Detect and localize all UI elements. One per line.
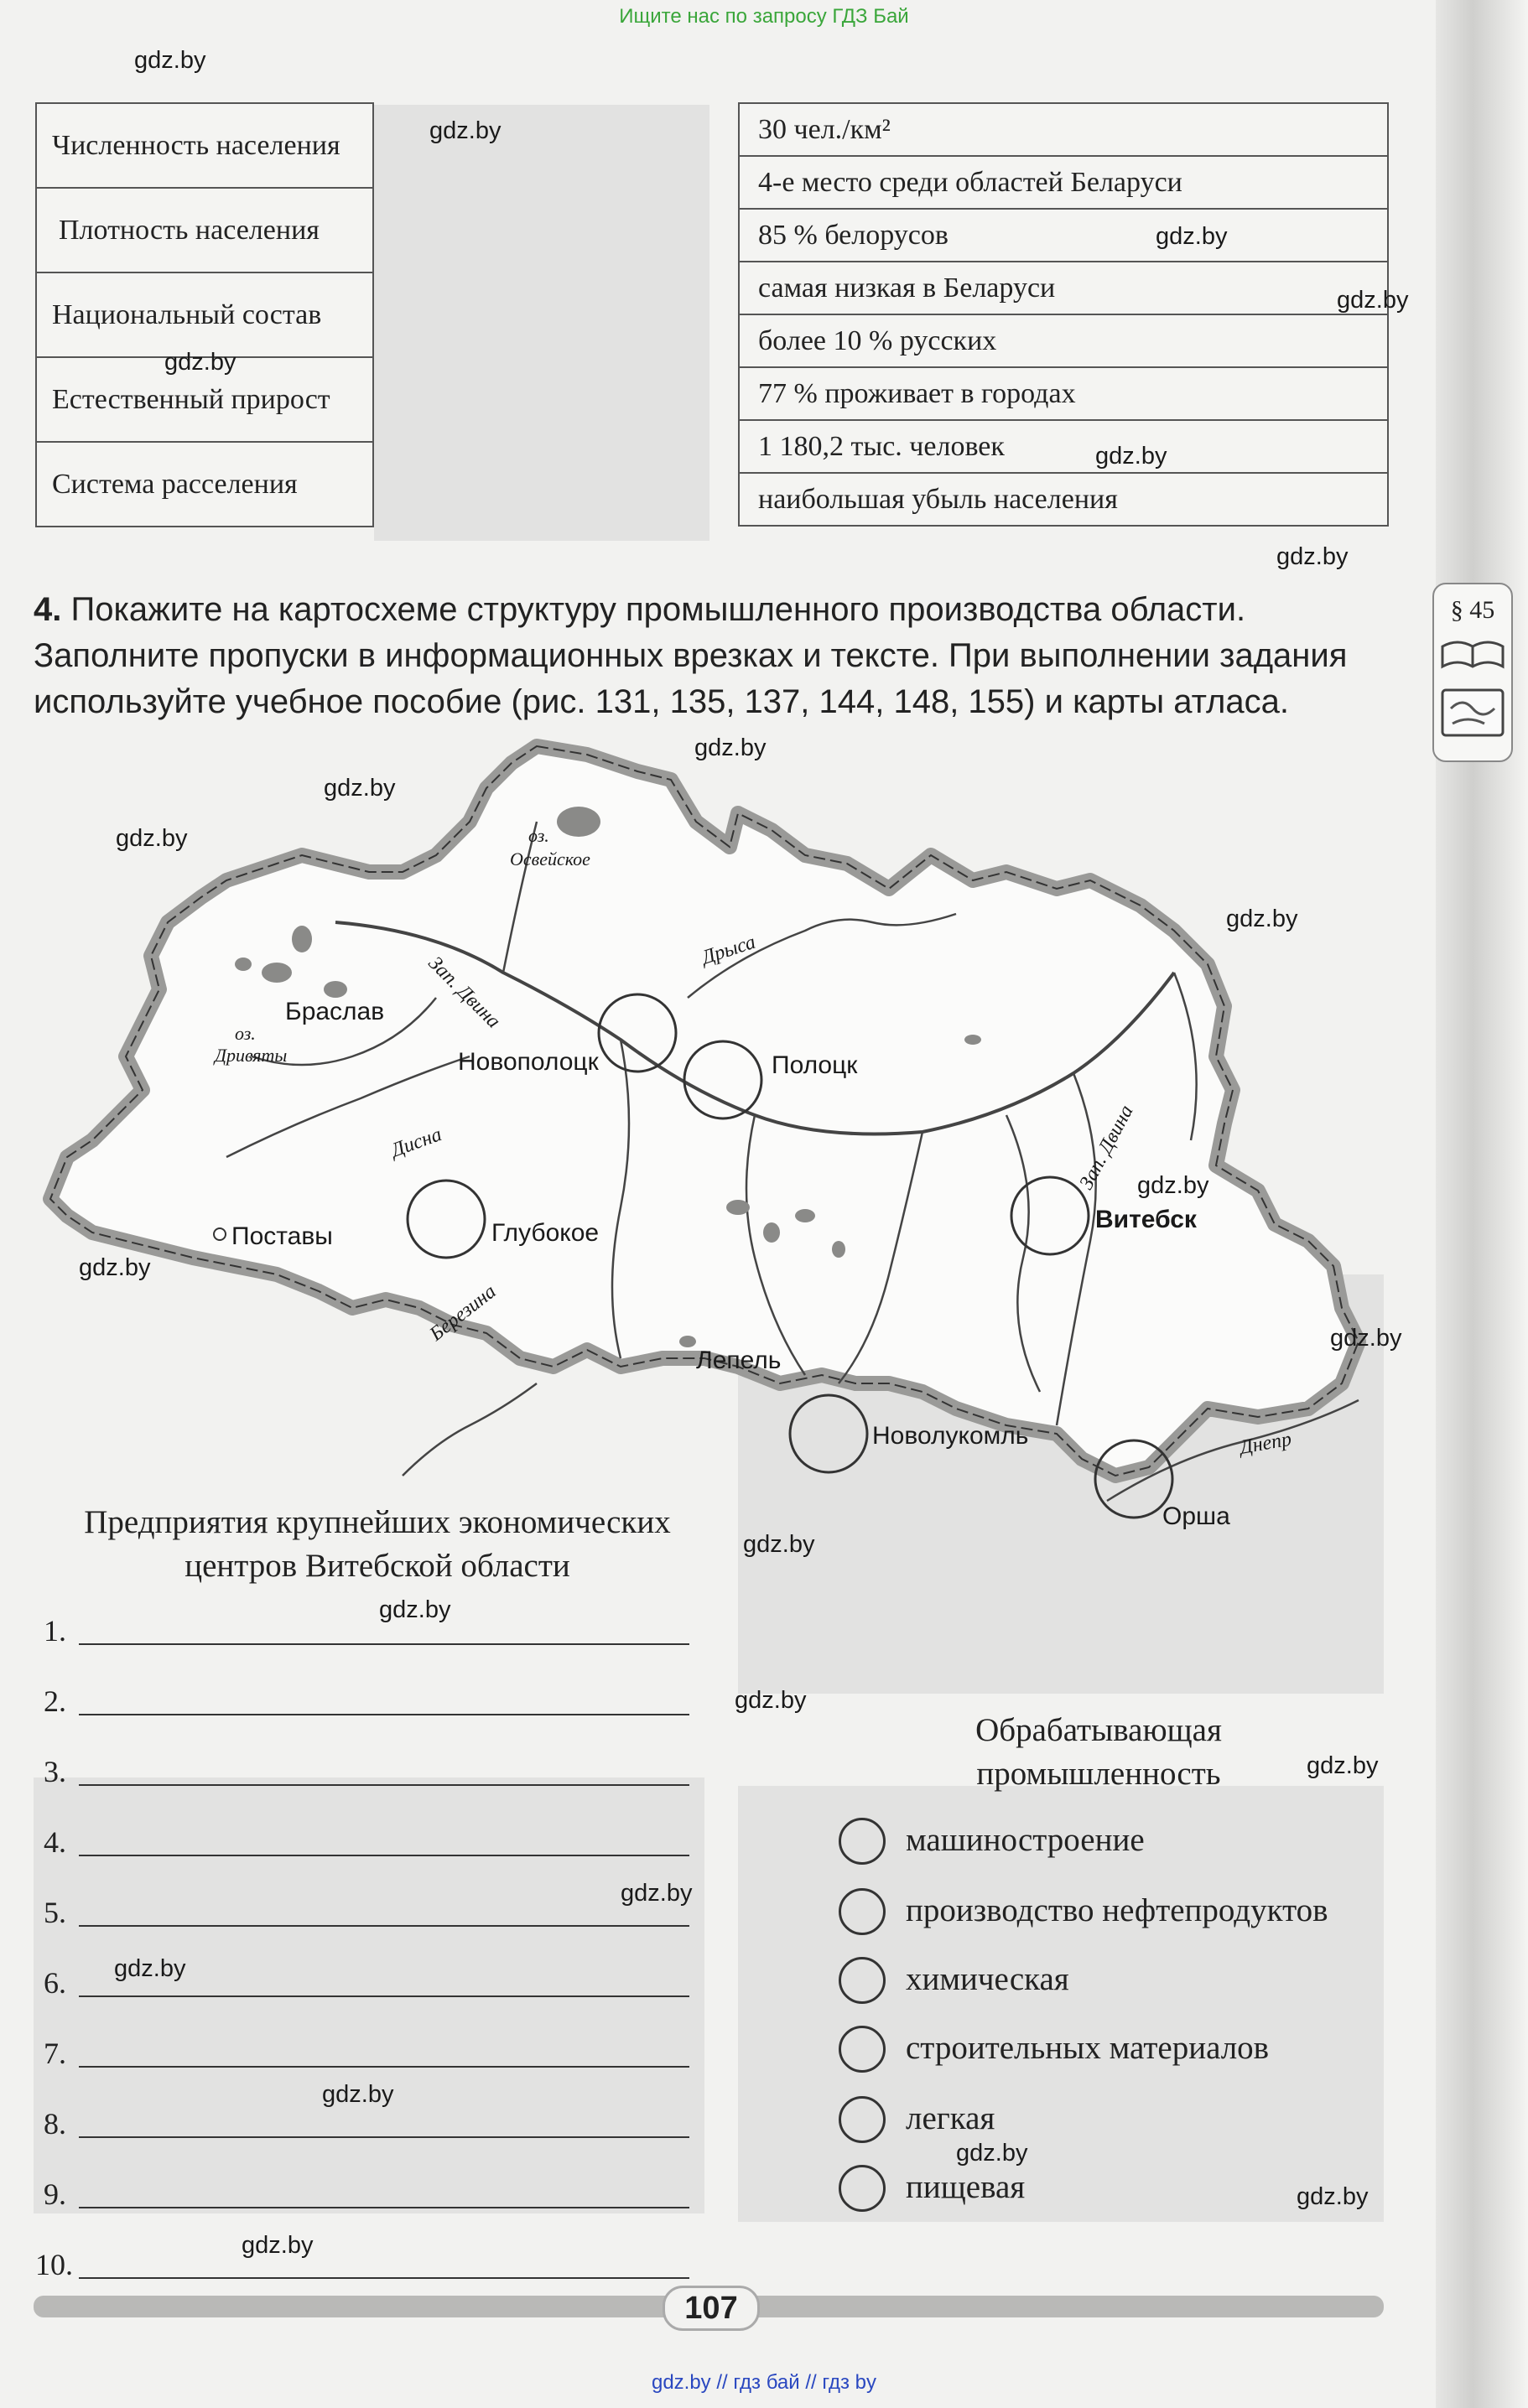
enterprise-line[interactable] (35, 2237, 689, 2287)
answer-line[interactable] (79, 1643, 689, 1645)
lake-osveiskoe (557, 807, 600, 837)
city-marker-postavy (214, 1228, 226, 1240)
lake (235, 957, 252, 971)
legend-circle[interactable] (839, 1818, 886, 1865)
enterprise-line[interactable] (35, 1744, 689, 1794)
river-label-disna: Дисна (388, 1124, 445, 1162)
background-photo (374, 105, 709, 541)
watermark: gdz.by (379, 1596, 451, 1623)
city-label-orsha: Орша (1162, 1502, 1230, 1530)
indicator-cell: Система расселения (36, 442, 373, 527)
watermark: gdz.by (1226, 906, 1298, 932)
lake-label-osveiskoe: Освейское (510, 849, 590, 869)
top-banner[interactable]: Ищите нас по запросу ГДЗ Бай (619, 5, 909, 28)
river-label-drysa: Дрыса (699, 931, 759, 969)
legend-label: легкая (906, 2100, 995, 2136)
lake-label: оз. (235, 1023, 256, 1044)
line-number: 5. (44, 1896, 66, 1929)
lake (964, 1035, 981, 1045)
watermark: gdz.by (322, 2081, 394, 2108)
open-book-icon (1434, 628, 1511, 678)
lake (832, 1241, 845, 1258)
task-text: Покажите на картосхеме структуру промышленного производства области. Заполните пропуски в информационных врезках и тексте. При выполнении задания используйте учебное пособие (рис. 131, 135, 137, 144, 148, 155) и карты атласа. (34, 591, 1348, 720)
bottom-banner[interactable]: gdz.by // гдз бай // гдз by (651, 2371, 877, 2394)
answer-line[interactable] (79, 1925, 689, 1927)
answer-line[interactable] (79, 2277, 689, 2279)
lake (679, 1336, 696, 1347)
legend-label: производство нефтепродуктов (906, 1892, 1328, 1928)
line-number: 2. (44, 1684, 66, 1718)
line-number: 7. (44, 2037, 66, 2070)
legend-label: химическая (906, 1961, 1069, 1997)
value-cell: более 10 % русских (739, 314, 1388, 367)
indicator-cell: Численность населения (36, 103, 373, 188)
lake (292, 926, 312, 952)
city-label-novopolotsk: Новополоцк (458, 1048, 599, 1076)
industry-circle-novolukoml[interactable] (790, 1395, 867, 1472)
line-number: 3. (44, 1755, 66, 1788)
legend-circle[interactable] (839, 2026, 886, 2073)
watermark: gdz.by (1276, 543, 1349, 570)
river-berezina (403, 1383, 537, 1476)
line-number: 8. (44, 2107, 66, 2141)
value-cell: 77 % проживает в городах (739, 367, 1388, 420)
river-label-zap-dvina-2: Зап. Двина (1075, 1101, 1138, 1193)
vitebsk-region-map (0, 721, 1434, 1593)
answer-line[interactable] (79, 2207, 689, 2208)
line-number: 10. (35, 2248, 73, 2281)
task-number: 4. (34, 591, 62, 628)
city-label-polotsk: Полоцк (772, 1051, 858, 1079)
watermark: gdz.by (1337, 287, 1409, 314)
line-number: 6. (44, 1966, 66, 2000)
value-cell: 1 180,2 тыс. человек (739, 420, 1388, 473)
watermark: gdz.by (1297, 2183, 1369, 2210)
paragraph-number: § 45 (1450, 596, 1495, 624)
enterprise-line[interactable] (35, 1674, 689, 1724)
enterprise-line[interactable] (35, 1885, 689, 1935)
enterprise-line[interactable] (35, 1603, 689, 1653)
answer-line[interactable] (79, 1995, 689, 1997)
lake-label-drivyaty: Дривяты (215, 1045, 288, 1066)
task-4 (34, 587, 1350, 725)
book-spine-shadow (1436, 0, 1528, 2408)
line-number: 4. (44, 1825, 66, 1859)
watermark: gdz.by (743, 1531, 815, 1558)
legend-item (839, 2024, 1392, 2076)
legend-item (839, 2094, 1392, 2146)
page-number: 107 (663, 2286, 760, 2331)
enterprises-title: Предприятия крупнейших экономических центров Витебской области (84, 1504, 671, 1584)
indicator-cell: Национальный состав (36, 272, 373, 357)
watermark: gdz.by (242, 2232, 314, 2259)
legend-circle[interactable] (839, 1888, 886, 1935)
indicator-cell: Естественный прирост (36, 357, 373, 442)
population-values-table (738, 102, 1389, 527)
paragraph-badge (1432, 583, 1513, 762)
river-label-dnepr: Днепр (1238, 1428, 1293, 1459)
value-cell: 30 чел./км² (739, 103, 1388, 156)
lake (262, 963, 292, 983)
value-cell: самая низкая в Беларуси (739, 262, 1388, 314)
enterprise-line[interactable] (35, 1814, 689, 1865)
river-label-berezina: Березина (425, 1280, 501, 1346)
watermark: gdz.by (956, 2140, 1028, 2167)
watermark: gdz.by (694, 734, 767, 761)
watermark: gdz.by (621, 1880, 693, 1907)
enterprise-line[interactable] (35, 2026, 689, 2076)
legend-circle[interactable] (839, 1957, 886, 2004)
lake (795, 1209, 815, 1222)
lake-label: оз. (528, 825, 549, 846)
watermark: gdz.by (1330, 1325, 1402, 1352)
answer-line[interactable] (79, 2066, 689, 2068)
city-label-braslav: Браслав (285, 998, 385, 1025)
line-number: 9. (44, 2177, 66, 2211)
enterprise-line[interactable] (35, 2167, 689, 2217)
lake (324, 981, 347, 998)
legend-item (839, 1886, 1392, 1938)
watermark: gdz.by (1137, 1172, 1209, 1199)
watermark: gdz.by (1156, 223, 1228, 250)
watermark: gdz.by (79, 1254, 151, 1281)
answer-line[interactable] (79, 2136, 689, 2138)
city-label-vitebsk: Витебск (1095, 1206, 1197, 1233)
city-label-postavy: Поставы (231, 1222, 333, 1250)
value-cell: наибольшая убыль населения (739, 473, 1388, 526)
atlas-map-icon (1434, 683, 1511, 750)
legend-label: машиностроение (906, 1822, 1145, 1858)
watermark: gdz.by (134, 47, 206, 74)
population-indicators-table (35, 102, 374, 527)
city-label-lepel: Лепель (696, 1347, 782, 1374)
watermark: gdz.by (324, 775, 396, 802)
lake (726, 1200, 750, 1215)
answer-line[interactable] (79, 1714, 689, 1715)
watermark: gdz.by (1095, 443, 1167, 470)
city-label-novolukoml: Новолукомль (872, 1422, 1029, 1450)
legend-item (839, 1816, 1392, 1868)
indicator-cell: Плотность населения (36, 188, 373, 272)
watermark: gdz.by (1307, 1752, 1379, 1779)
lake (763, 1222, 780, 1243)
legend-title: Обрабатывающая промышленность (975, 1712, 1222, 1792)
value-cell: 4-е место среди областей Беларуси (739, 156, 1388, 209)
watermark: gdz.by (735, 1687, 807, 1714)
answer-line[interactable] (79, 1784, 689, 1786)
city-label-glubokoe: Глубокое (491, 1219, 600, 1247)
legend-label: пищевая (906, 2169, 1026, 2205)
river-label-zap-dvina: Зап. Двина (424, 952, 505, 1033)
watermark: gdz.by (164, 349, 236, 376)
watermark: gdz.by (116, 825, 188, 852)
watermark: gdz.by (114, 1955, 186, 1982)
legend-circle[interactable] (839, 2165, 886, 2212)
legend-item (839, 1955, 1392, 2007)
legend-label: строительных материалов (906, 2030, 1270, 2066)
legend-circle[interactable] (839, 2096, 886, 2143)
watermark: gdz.by (429, 117, 502, 144)
answer-line[interactable] (79, 1855, 689, 1856)
value-cell: 85 % белорусов (739, 209, 1388, 262)
line-number: 1. (44, 1614, 66, 1648)
